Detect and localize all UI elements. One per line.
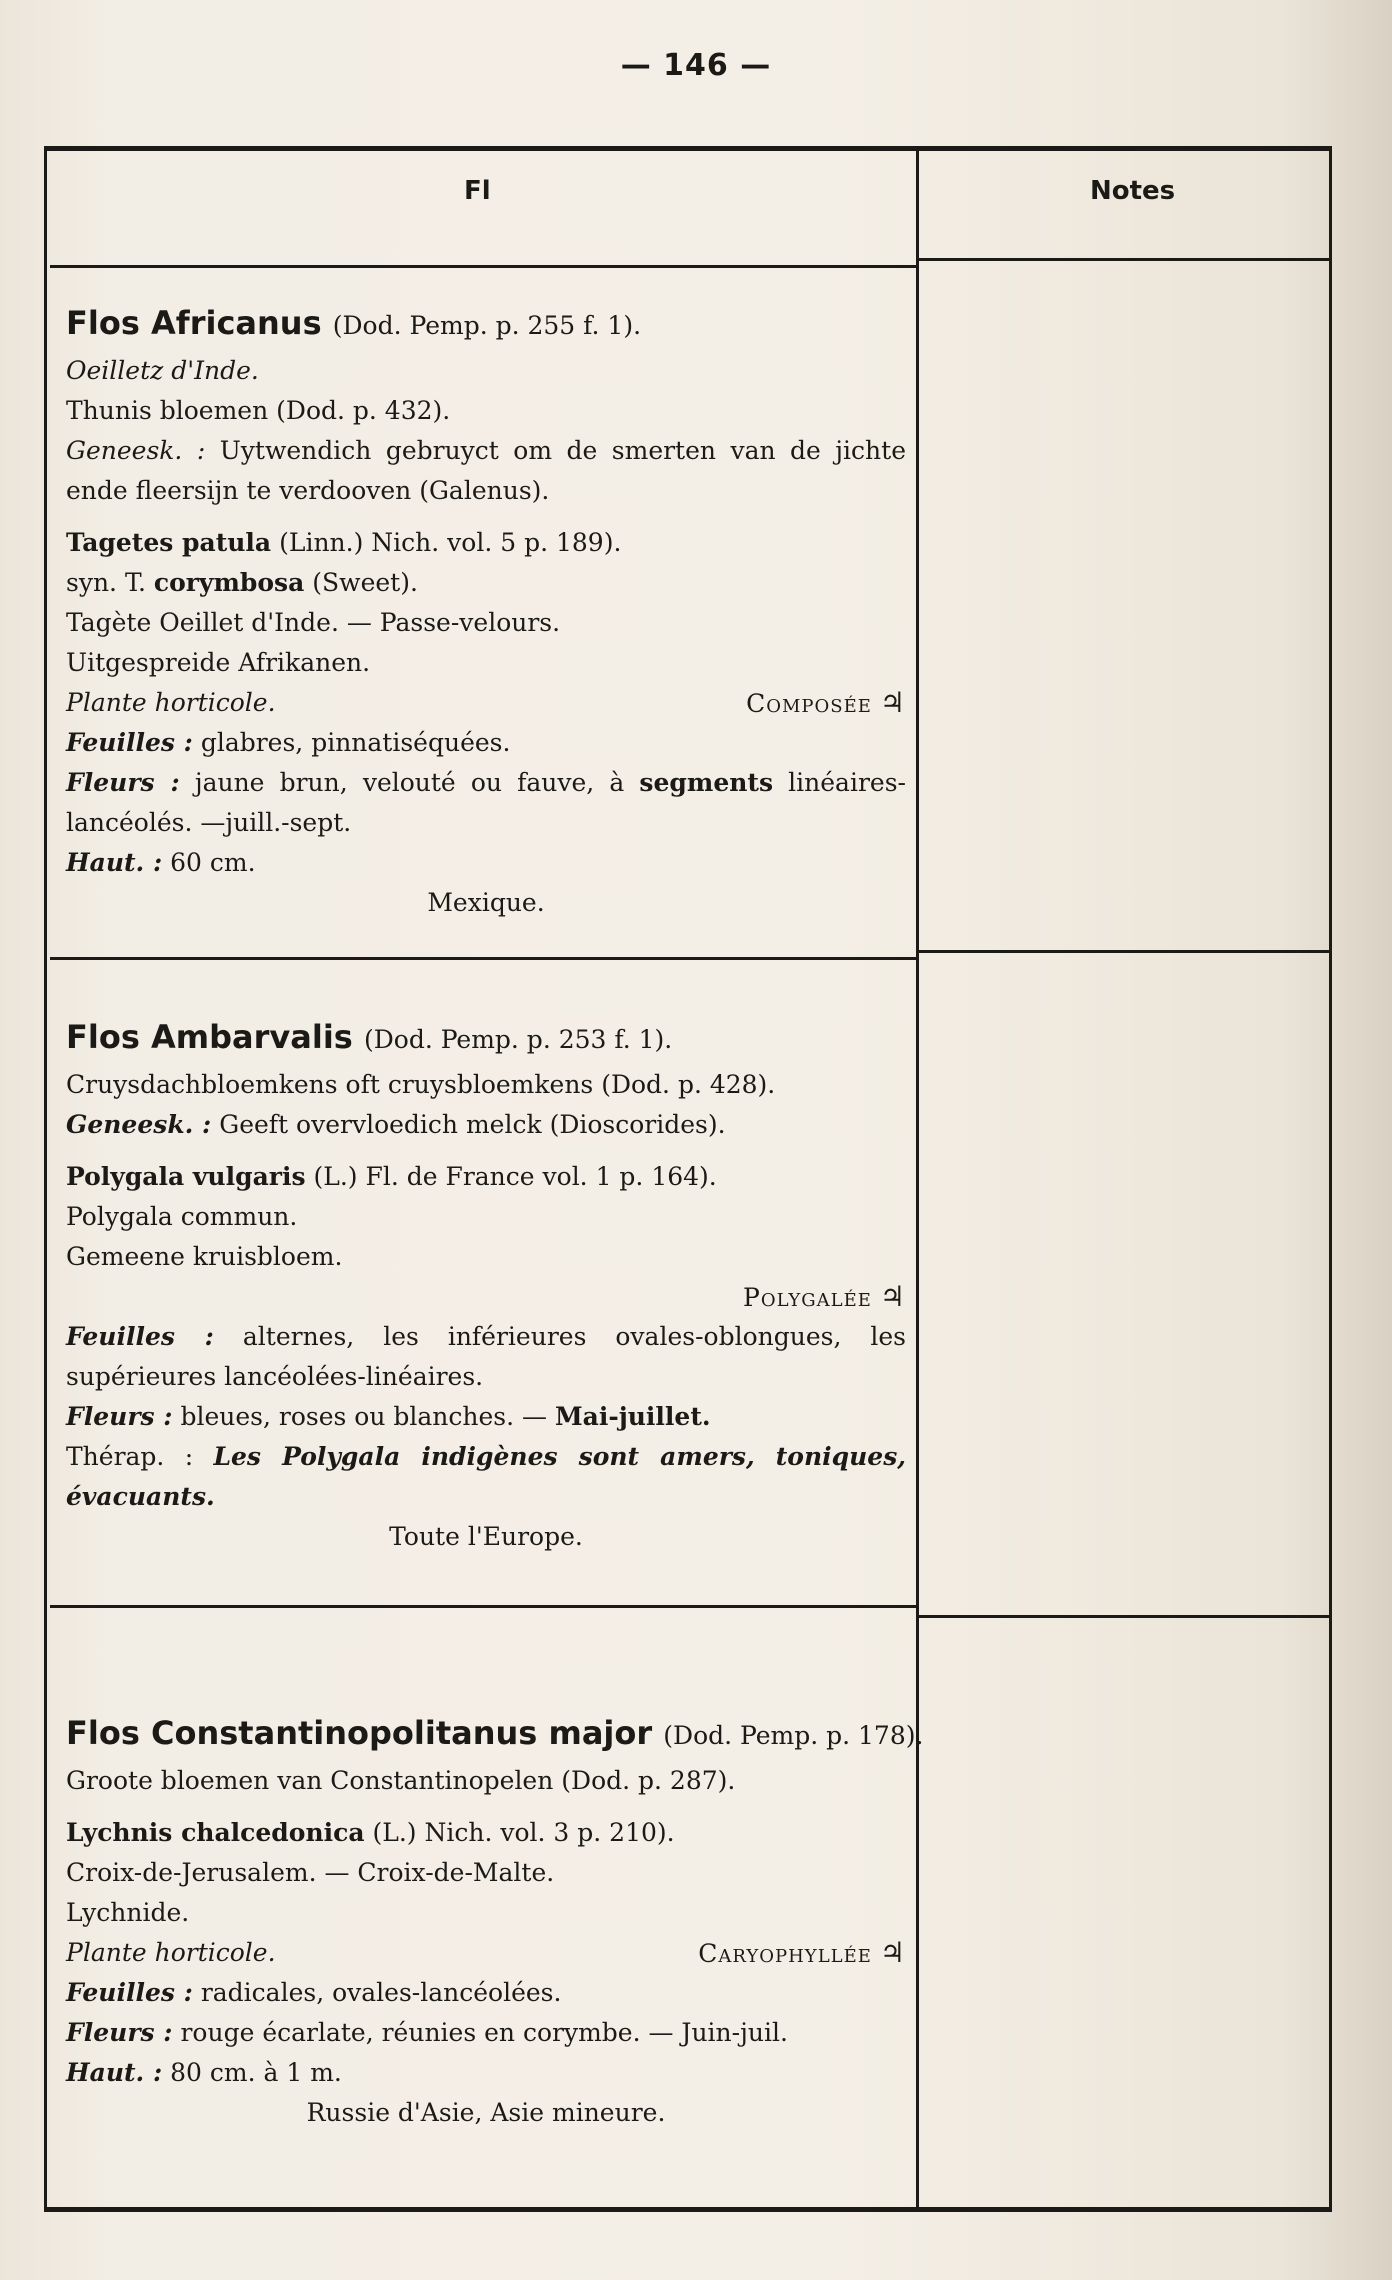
entry-title-ref: (Dod. Pemp. p. 255 f. 1). — [332, 311, 642, 340]
entry-text: 80 cm. à 1 m. — [170, 2058, 342, 2087]
plant-type: Plante horticole. — [66, 1938, 276, 1967]
header-divider-right — [919, 258, 1329, 261]
header-divider-left — [50, 265, 916, 268]
family-label — [743, 1277, 906, 1318]
label-geneesk: Geneesk. : — [66, 436, 206, 465]
entry-title — [66, 1012, 906, 1065]
entry-line — [66, 843, 906, 883]
family-name: Polygalée — [743, 1283, 872, 1312]
perennial-symbol-icon: ♃ — [879, 1936, 906, 1969]
synonym-ref: (Sweet). — [312, 568, 418, 597]
header-fl: Fl — [464, 176, 491, 206]
label-feuilles: Feuilles : — [66, 1978, 193, 2007]
perennial-symbol-icon: ♃ — [879, 686, 906, 719]
label-feuilles: Feuilles : — [66, 1322, 214, 1351]
entry-line: Lychnide. — [66, 1898, 190, 1927]
entry-flos-ambarvalis — [66, 1012, 906, 1557]
column-divider — [916, 146, 919, 2212]
entry-flos-africanus — [66, 298, 906, 923]
entry-title — [66, 298, 906, 351]
entry-line: Uitgespreide Afrikanen. — [66, 648, 371, 677]
entry-line: Tagète Oeillet d'Inde. — Passe-velours. — [66, 608, 561, 637]
entry-text: glabres, pinnatiséquées. — [200, 728, 511, 757]
label-fleurs: Fleurs : — [66, 768, 180, 797]
family-label — [746, 683, 906, 724]
entry-line: Cruysdachbloemkens oft cruysbloemkens (Dod. p. 428). — [66, 1070, 776, 1099]
label-haut: Haut. : — [66, 848, 163, 877]
entry-divider-right — [919, 1615, 1329, 1618]
entry-text-italic: Les Polygala indigènes sont amers, toniques, évacuants. — [66, 1442, 906, 1511]
species-ref: (Linn.) Nich. vol. 5 p. 189). — [279, 528, 622, 557]
entry-line — [66, 683, 906, 723]
entry-text: bleues, roses ou blanches. — — [180, 1402, 548, 1431]
entry-line — [66, 1973, 906, 2013]
entry-title-ref: (Dod. Pemp. p. 253 f. 1). — [363, 1025, 673, 1054]
species-ref: (L.) Nich. vol. 3 p. 210). — [372, 1818, 675, 1847]
entry-title-ref: (Dod. Pemp. p. 178). — [663, 1721, 924, 1750]
syn-label: syn. T. — [66, 568, 146, 597]
entry-title — [66, 1708, 924, 1761]
entry-line — [66, 1437, 906, 1517]
label-haut: Haut. : — [66, 2058, 163, 2087]
entry-line — [66, 2053, 906, 2093]
entry-line: Polygala commun. — [66, 1202, 298, 1231]
entry-line — [66, 1317, 906, 1397]
entry-line — [66, 431, 906, 511]
label-feuilles: Feuilles : — [66, 728, 193, 757]
plant-type: Plante horticole. — [66, 688, 276, 717]
page-number: — 146 — — [620, 48, 772, 83]
species-name: Polygala vulgaris — [66, 1162, 306, 1191]
entry-text-bold: segments — [639, 768, 774, 797]
entry-title-text: Flos Constantinopolitanus major — [66, 1714, 653, 1752]
entry-text: 60 cm. — [170, 848, 256, 877]
entry-divider-left — [50, 1605, 916, 1608]
entry-region: Mexique. — [427, 888, 545, 917]
entry-line — [66, 1813, 906, 1853]
entry-line — [66, 1277, 906, 1317]
entry-title-text: Flos Ambarvalis — [66, 1018, 353, 1056]
species-name: Lychnis chalcedonica — [66, 1818, 365, 1847]
entry-line — [66, 2013, 906, 2053]
family-label — [698, 1933, 906, 1974]
synonym-name: corymbosa — [153, 568, 305, 597]
entry-line — [66, 723, 906, 763]
perennial-symbol-icon: ♃ — [879, 1280, 906, 1313]
species-ref: (L.) Fl. de France vol. 1 p. 164). — [313, 1162, 717, 1191]
entry-text: radicales, ovales-lancéolées. — [200, 1978, 562, 2007]
entry-text: Uytwendich gebruyct om de smerten van de jichte ende fleersijn te verdooven (Galenus). — [66, 436, 906, 505]
entry-line: Thunis bloemen (Dod. p. 432). — [66, 396, 451, 425]
species-name: Tagetes patula — [66, 528, 272, 557]
entry-text: rouge écarlate, réunies en corymbe. — Juin-juil. — [180, 2018, 788, 2047]
entry-text: jaune brun, velouté ou fauve, à — [194, 768, 625, 797]
entry-line: Groote bloemen van Constantinopelen (Dod. p. 287). — [66, 1766, 736, 1795]
entry-line — [66, 763, 906, 843]
entry-line — [66, 563, 906, 603]
label-fleurs: Fleurs : — [66, 1402, 173, 1431]
entry-text: linéaires-lancéolés. —juill.-sept. — [66, 768, 906, 837]
family-name: Composée — [746, 689, 872, 718]
entry-line: Gemeene kruisbloem. — [66, 1242, 343, 1271]
entry-line: Oeilletz d'Inde. — [66, 356, 259, 385]
entry-line — [66, 1933, 906, 1973]
entry-line — [66, 1157, 906, 1197]
entry-divider-left — [50, 957, 916, 960]
entry-line: Croix-de-Jerusalem. — Croix-de-Malte. — [66, 1858, 555, 1887]
label-fleurs: Fleurs : — [66, 2018, 173, 2047]
entry-region: Russie d'Asie, Asie mineure. — [306, 2098, 666, 2127]
entry-divider-right — [919, 950, 1329, 953]
family-name: Caryophyllée — [698, 1939, 872, 1968]
label-geneesk: Geneesk. : — [66, 1110, 212, 1139]
entry-line — [66, 1105, 906, 1145]
entry-text-bold: Mai-juillet. — [554, 1402, 711, 1431]
entry-title-text: Flos Africanus — [66, 304, 322, 342]
label-therap: Thérap. : — [66, 1442, 194, 1471]
entry-region: Toute l'Europe. — [389, 1522, 583, 1551]
header-notes: Notes — [1090, 176, 1176, 206]
entry-text: Geeft overvloedich melck (Dioscorides). — [219, 1110, 726, 1139]
entry-line — [66, 1397, 906, 1437]
entry-text: alternes, les inférieures ovales-oblongues, les supérieures lancéolées-linéaires. — [66, 1322, 906, 1391]
entry-flos-constantinopolitanus — [66, 1708, 924, 2133]
entry-line — [66, 523, 906, 563]
